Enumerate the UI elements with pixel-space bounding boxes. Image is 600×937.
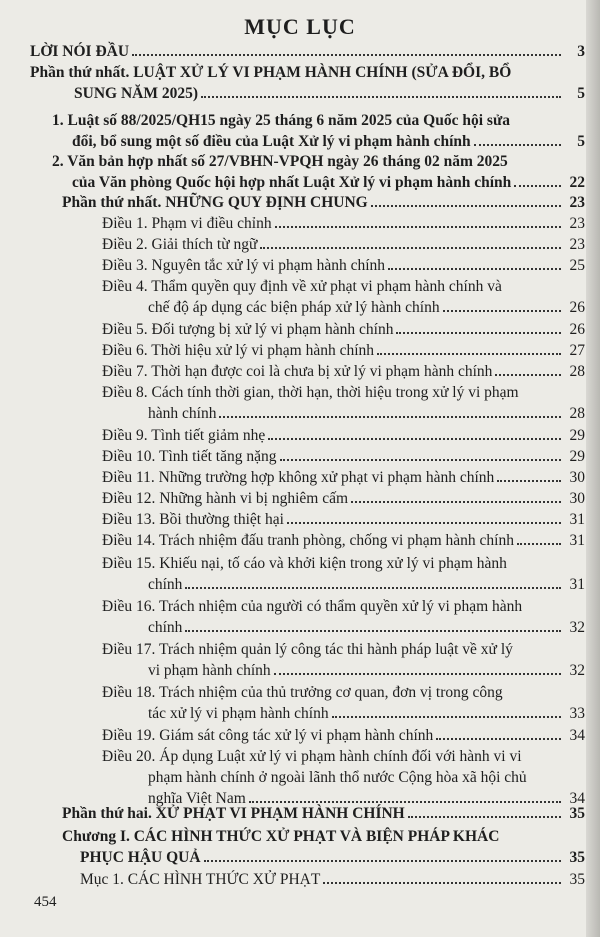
toc-entry-line <box>102 214 585 234</box>
dot-leader <box>474 144 561 146</box>
dot-leader <box>287 522 561 524</box>
toc-page-number: 31 <box>569 532 585 549</box>
toc-entry-text: Điều 18. Trách nhiệm của thủ trưởng cơ quan, đơn vị trong công <box>102 684 503 701</box>
toc-entry-text: chính <box>148 576 183 593</box>
toc-entry-line <box>102 426 585 446</box>
toc-entry-text: Điều 13. Bồi thường thiệt hại <box>102 511 284 528</box>
toc-entry-text: hành chính <box>148 405 217 422</box>
toc-page-number: 35 <box>569 805 585 822</box>
toc-page-number: 28 <box>569 405 585 422</box>
toc-page-number: 26 <box>569 321 585 338</box>
toc-entry-line <box>148 768 527 788</box>
toc-page-number: 30 <box>569 469 585 486</box>
dot-leader <box>371 205 561 207</box>
toc-entry-line <box>62 804 585 824</box>
toc-page-number: 23 <box>569 215 585 232</box>
dot-leader <box>497 480 561 482</box>
toc-entry-line <box>102 510 585 530</box>
toc-entry-line <box>52 111 510 131</box>
toc-entry-line <box>102 597 522 617</box>
toc-page-number: 34 <box>569 790 585 807</box>
dot-leader <box>268 438 561 440</box>
toc-entry-line <box>102 447 585 467</box>
toc-entry-text: Điều 20. Áp dụng Luật xử lý vi phạm hành chính đối với hành vi vi <box>102 748 522 765</box>
toc-entry-line <box>102 362 585 382</box>
toc-entry-text: Điều 6. Thời hiệu xử lý vi phạm hành chính <box>102 342 375 359</box>
toc-page-number: 29 <box>569 448 585 465</box>
toc-entry-text: 2. Văn bản hợp nhất số 27/VBHN-VPQH ngày 26 tháng 02 năm 2025 <box>52 153 508 170</box>
page-edge-shadow <box>586 0 600 937</box>
toc-entry-text: đổi, bổ sung một số điều của Luật Xử lý vi phạm hành chính <box>72 133 471 150</box>
toc-entry-text: chế độ áp dụng các biện pháp xử lý hành chính <box>148 299 440 316</box>
dot-leader <box>249 801 561 803</box>
toc-page-number: 5 <box>577 85 585 102</box>
toc-entry-text: LỜI NÓI ĐẦU <box>30 43 130 60</box>
dot-leader <box>219 416 561 418</box>
toc-entry-line <box>52 152 508 172</box>
toc-entry-text: Điều 8. Cách tính thời gian, thời hạn, thời hiệu trong xử lý vi phạm <box>102 384 519 401</box>
dot-leader <box>274 673 561 675</box>
dot-leader <box>323 882 561 884</box>
toc-entry-line <box>102 320 585 340</box>
toc-entry-text: của Văn phòng Quốc hội hợp nhất Luật Xử lý vi phạm hành chính <box>72 174 512 191</box>
dot-leader <box>201 96 561 98</box>
toc-page-number: 30 <box>569 490 585 507</box>
toc-entry-line <box>102 341 585 361</box>
toc-entry-text: Điều 9. Tình tiết giảm nhẹ <box>102 427 266 444</box>
toc-entry-text: Điều 5. Đối tượng bị xử lý vi phạm hành chính <box>102 321 394 338</box>
toc-entry-text: Điều 10. Tình tiết tăng nặng <box>102 448 277 465</box>
toc-page-number: 23 <box>569 236 585 253</box>
toc-page-number: 5 <box>577 133 585 150</box>
toc-entry-line <box>102 468 585 488</box>
dot-leader <box>377 353 561 355</box>
dot-leader <box>396 332 561 334</box>
toc-entry-text: Điều 14. Trách nhiệm đấu tranh phòng, chống vi phạm hành chính <box>102 532 514 549</box>
dot-leader <box>495 374 561 376</box>
toc-entry-text: Điều 17. Trách nhiệm quản lý công tác thi hành pháp luật về xử lý <box>102 641 513 658</box>
dot-leader <box>443 310 561 312</box>
toc-entry-text: Phần thứ nhất. LUẬT XỬ LÝ VI PHẠM HÀNH CHÍNH (SỬA ĐỔI, BỔ <box>30 64 512 81</box>
toc-entry-line <box>102 489 585 509</box>
dot-leader <box>517 543 561 545</box>
toc-entry-line <box>102 683 503 703</box>
page-title: MỤC LỤC <box>244 14 356 39</box>
dot-leader <box>388 268 561 270</box>
toc-entry-line <box>148 618 585 638</box>
page-number: 454 <box>34 894 57 910</box>
toc-page-number: 29 <box>569 427 585 444</box>
toc-entry-text: Điều 19. Giám sát công tác xử lý vi phạm hành chính <box>102 727 434 744</box>
toc-page-number: 32 <box>569 662 585 679</box>
toc-entry-line <box>148 575 585 595</box>
toc-entry-text: Phần thứ nhất. NHỮNG QUY ĐỊNH CHUNG <box>62 194 368 211</box>
toc-page-number: 23 <box>569 194 585 211</box>
dot-leader <box>185 587 561 589</box>
dot-leader <box>436 738 561 740</box>
toc-entry-text: tác xử lý vi phạm hành chính <box>148 705 329 722</box>
toc-entry-text: Chương I. CÁC HÌNH THỨC XỬ PHẠT VÀ BIỆN PHÁP KHÁC <box>62 828 500 845</box>
dot-leader <box>514 185 561 187</box>
toc-entry-line <box>102 531 585 551</box>
toc-entry-line <box>148 404 585 424</box>
toc-entry-line <box>102 235 585 255</box>
toc-entry-line <box>102 383 519 403</box>
dot-leader <box>275 226 561 228</box>
toc-page-number: 34 <box>569 727 585 744</box>
toc-entry-line <box>80 848 585 868</box>
toc-entry-line <box>102 277 502 297</box>
toc-entry-text: Phần thứ hai. XỬ PHẠT VI PHẠM HÀNH CHÍNH <box>62 805 405 822</box>
toc-entry-text: Điều 16. Trách nhiệm của người có thẩm quyền xử lý vi phạm hành <box>102 598 523 615</box>
toc-entry-line <box>62 827 499 847</box>
toc-entry-text: nghĩa Việt Nam <box>148 790 246 807</box>
dot-leader <box>204 860 561 862</box>
toc-page-number: 25 <box>569 257 585 274</box>
toc-entry-text: Điều 4. Thẩm quyền quy định về xử phạt vi phạm hành chính và <box>102 278 502 295</box>
toc-page-number: 26 <box>569 299 585 316</box>
dot-leader <box>260 247 561 249</box>
toc-entry-line <box>74 84 585 104</box>
toc-entry-text: PHỤC HẬU QUẢ <box>80 849 201 866</box>
dot-leader <box>332 716 561 718</box>
toc-page-number: 32 <box>569 619 585 636</box>
toc-entry-line <box>30 63 511 83</box>
toc-entry-text: Điều 11. Những trường hợp không xử phạt vi phạm hành chính <box>102 469 495 486</box>
toc-page-number: 22 <box>569 174 585 191</box>
dot-leader <box>185 630 561 632</box>
toc-entry-text: chính <box>148 619 183 636</box>
toc-page-number: 31 <box>569 511 585 528</box>
toc-page-number: 33 <box>569 705 585 722</box>
toc-entry-text: Điều 3. Nguyên tắc xử lý vi phạm hành chính <box>102 257 386 274</box>
toc-entry-line <box>102 726 585 746</box>
toc-entry-line <box>80 870 585 890</box>
toc-page-number: 35 <box>569 871 585 888</box>
toc-entry-text: Điều 12. Những hành vi bị nghiêm cấm <box>102 490 349 507</box>
toc-entry-text: phạm hành chính ở ngoài lãnh thổ nước Cộng hòa xã hội chủ <box>148 769 527 786</box>
toc-entry-line <box>102 747 522 767</box>
dot-leader <box>280 459 562 461</box>
toc-entry-text: SUNG NĂM 2025) <box>74 85 198 102</box>
dot-leader <box>408 816 561 818</box>
dot-leader <box>132 54 561 56</box>
toc-entry-text: Điều 2. Giải thích từ ngữ <box>102 236 258 253</box>
toc-entry-line <box>102 640 513 660</box>
toc-entry-text: vi phạm hành chính <box>148 662 271 679</box>
toc-entry-text: 1. Luật số 88/2025/QH15 ngày 25 tháng 6 năm 2025 của Quốc hội sửa <box>52 112 510 129</box>
toc-entry-line <box>72 132 585 152</box>
toc-entry-line <box>148 661 585 681</box>
toc-page-number: 27 <box>569 342 585 359</box>
toc-page-number: 35 <box>569 849 585 866</box>
toc-entry-line <box>72 173 585 193</box>
toc-entry-text: Điều 7. Thời hạn được coi là chưa bị xử lý vi phạm hành chính <box>102 363 493 380</box>
toc-entry-line <box>62 193 585 213</box>
toc-entry-line <box>30 42 585 62</box>
dot-leader <box>351 501 561 503</box>
toc-page-number: 31 <box>569 576 585 593</box>
toc-entry-line <box>148 704 585 724</box>
toc-entry-text: Điều 1. Phạm vi điều chỉnh <box>102 215 272 232</box>
toc-entry-line <box>148 298 585 318</box>
toc-entry-line <box>102 554 507 574</box>
toc-entry-text: Mục 1. CÁC HÌNH THỨC XỬ PHẠT <box>80 871 321 888</box>
toc-entry-line <box>102 256 585 276</box>
toc-page-number: 3 <box>577 43 585 60</box>
toc-page-number: 28 <box>569 363 585 380</box>
toc-entry-text: Điều 15. Khiếu nại, tố cáo và khởi kiện trong xử lý vi phạm hành <box>102 555 507 572</box>
